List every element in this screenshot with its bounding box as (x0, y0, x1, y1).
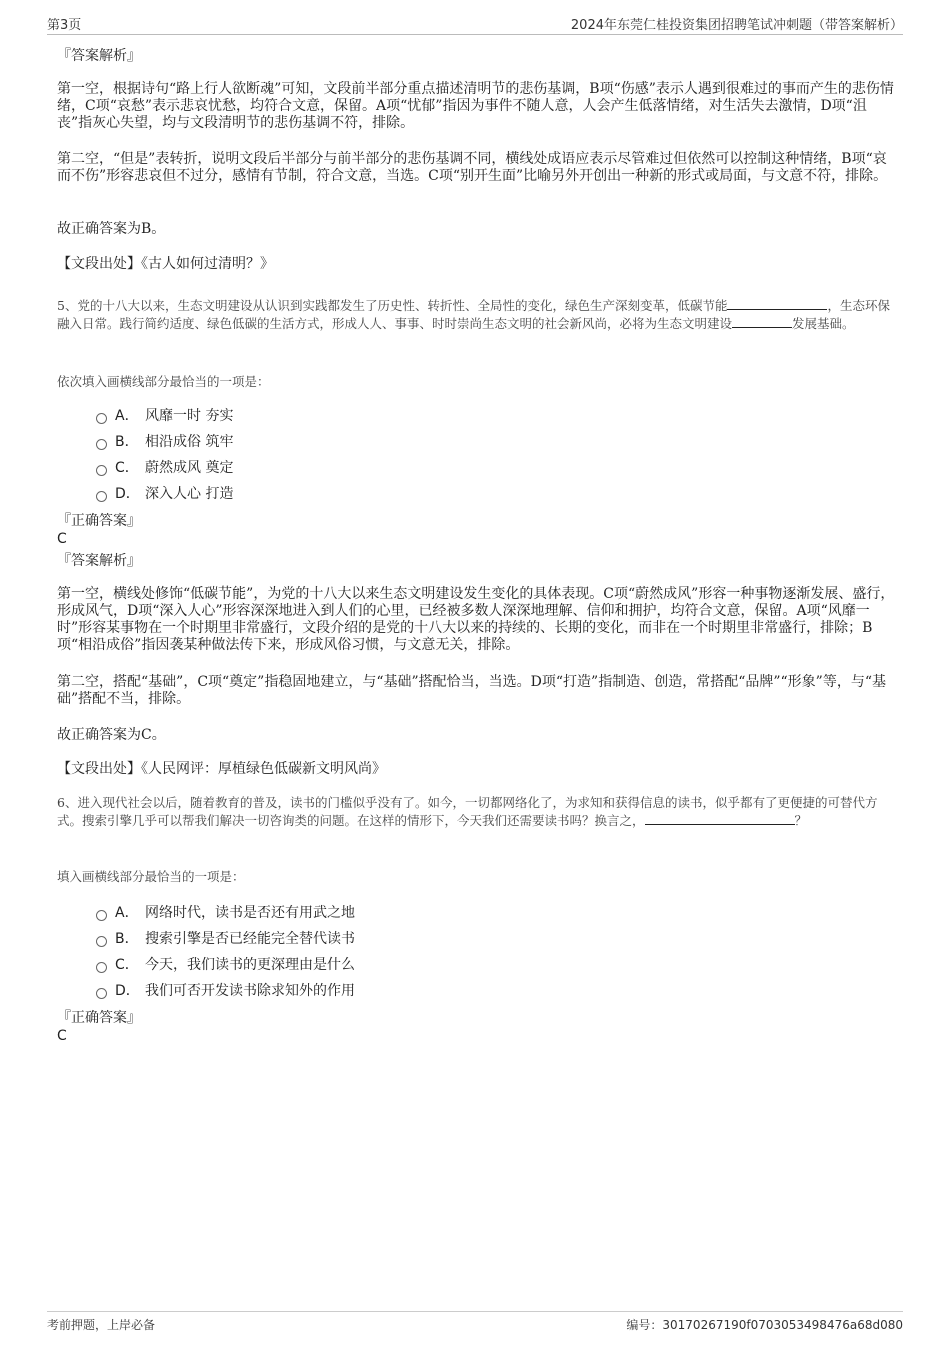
radio-icon[interactable] (96, 491, 107, 502)
page-footer (47, 1311, 903, 1336)
q5-stem-part-2: ，生态环保融入日常。践行简约适度、绿色低碳的生活方式，形成人人、事事、时时崇尚生态文明的社会新风尚，必将为生态文明建设 (57, 298, 890, 331)
q5-answer: C (57, 531, 67, 547)
q6-option-b[interactable]: B． 搜索引擎是否已经能完全替代读书 (96, 930, 355, 948)
q4-analysis-para-2: 第二空，“但是”表转折，说明文段后半部分与前半部分的悲伤基调不同，横线处成语应表示尽管难过但依然可以控制这种情绪，B项“哀而不伤”形容悲哀但不过分，感情有节制，符合文意，当选。C项“别开生面”比喻另外开创出一种新的形式或局面，与文意不符，排除。 (57, 151, 888, 184)
q6-option-a[interactable]: A． 网络时代，读书是否还有用武之地 (96, 904, 355, 922)
radio-icon[interactable] (96, 988, 107, 999)
radio-icon[interactable] (96, 465, 107, 476)
q4-analysis-para-1: 第一空，根据诗句“路上行人欲断魂”可知，文段前半部分重点描述清明节的悲伤基调，B项“伤感”表示人遇到很难过的事而产生的悲伤情绪，C项“哀愁”表示悲哀忧愁，均符合文意，保留。A项“忧郁”指因为事件不随人意，人会产生低落情绪，对生活失去激情，D项“沮丧”指灰心失望，均与文段清明节的悲伤基调不符，排除。 (57, 81, 894, 131)
q6-blank (645, 812, 795, 825)
q6-option-d[interactable]: D． 我们可否开发读书除求知外的作用 (96, 982, 355, 1000)
page-header (47, 14, 903, 35)
q5-source: 【文段出处】《人民网评：厚植绿色低碳新文明风尚》 (57, 761, 386, 777)
document-title: 2024年东莞仁桂投资集团招聘笔试冲刺题（带答案解析） (570, 18, 903, 33)
q6-answer-label: 『正确答案』 (57, 1010, 141, 1026)
q5-answer-label: 『正确答案』 (57, 513, 141, 529)
radio-icon[interactable] (96, 962, 107, 973)
q5-prompt: 依次填入画横线部分最恰当的一项是： (57, 374, 270, 389)
q5-option-b[interactable]: B． 相沿成俗 筑牢 (96, 433, 233, 451)
footer-serial: 编号：30170267190f0703053498476a68d080 (626, 1318, 903, 1332)
q6-prompt: 填入画横线部分最恰当的一项是： (57, 869, 245, 884)
q6-stem-part-1: 6、进入现代社会以后，随着教育的普及，读书的门槛似乎没有了。如今，一切都网络化了，为求知和获得信息的读书，似乎都有了更便捷的可替代方式。搜索引擎几乎可以帮我们解决一切咨询类的问题。在这样的情形下，今天我们还需要读书吗？换言之， (57, 795, 878, 828)
radio-icon[interactable] (96, 413, 107, 424)
q4-conclusion: 故正确答案为B。 (57, 221, 166, 237)
radio-icon[interactable] (96, 439, 107, 450)
q5-conclusion: 故正确答案为C。 (57, 727, 166, 743)
q4-source: 【文段出处】《古人如何过清明？》 (57, 256, 274, 272)
radio-icon[interactable] (96, 910, 107, 921)
q5-stem-part-3: 发展基础。 (792, 316, 855, 331)
q6-option-c[interactable]: C． 今天，我们读书的更深理由是什么 (96, 956, 355, 974)
q5-option-c[interactable]: C． 蔚然成风 奠定 (96, 459, 233, 477)
q5-blank-1 (727, 297, 827, 310)
radio-icon[interactable] (96, 936, 107, 947)
q4-analysis-label: 『答案解析』 (57, 48, 141, 64)
q5-analysis-para-1: 第一空，横线处修饰“低碳节能”，为党的十八大以来生态文明建设发生变化的具体表现。C项“蔚然成风”形容一种事物逐渐发展、盛行，形成风气，D项“深入人心”形容深深地进入到人们的心里，已经被多数人深深地理解、信仰和拥护，均符合文意，保留。A项“风靡一时”形容某事物在一个时期里非常盛行，文段介绍的是党的十八大以来的持续的、长期的变化，而非在一个时期里非常盛行，排除；B项“相沿成俗”指因袭某种做法传下来，形成风俗习惯，与文意无关，排除。 (57, 586, 895, 653)
q5-analysis-para-2: 第二空，搭配“基础”，C项“奠定”指稳固地建立，与“基础”搭配恰当，当选。D项“打造”指制造、创造，常搭配“品牌”“形象”等，与“基础”搭配不当，排除。 (57, 674, 886, 707)
q5-stem-part-1: 5、党的十八大以来，生态文明建设从认识到实践都发生了历史性、转折性、全局性的变化，绿色生产深刻变革，低碳节能 (57, 298, 728, 313)
q6-stem-part-2: ？ (794, 813, 808, 828)
q5-blank-2 (732, 315, 792, 328)
q5-option-a[interactable]: A． 风靡一时 夯实 (96, 407, 233, 425)
footer-slogan: 考前押题，上岸必备 (47, 1318, 156, 1332)
q6-stem (57, 794, 895, 830)
q5-stem (57, 297, 895, 333)
page-number: 第3页 (47, 18, 82, 33)
q5-analysis-label: 『答案解析』 (57, 553, 141, 569)
q5-option-d[interactable]: D． 深入人心 打造 (96, 485, 233, 503)
q6-answer: C (57, 1028, 67, 1044)
